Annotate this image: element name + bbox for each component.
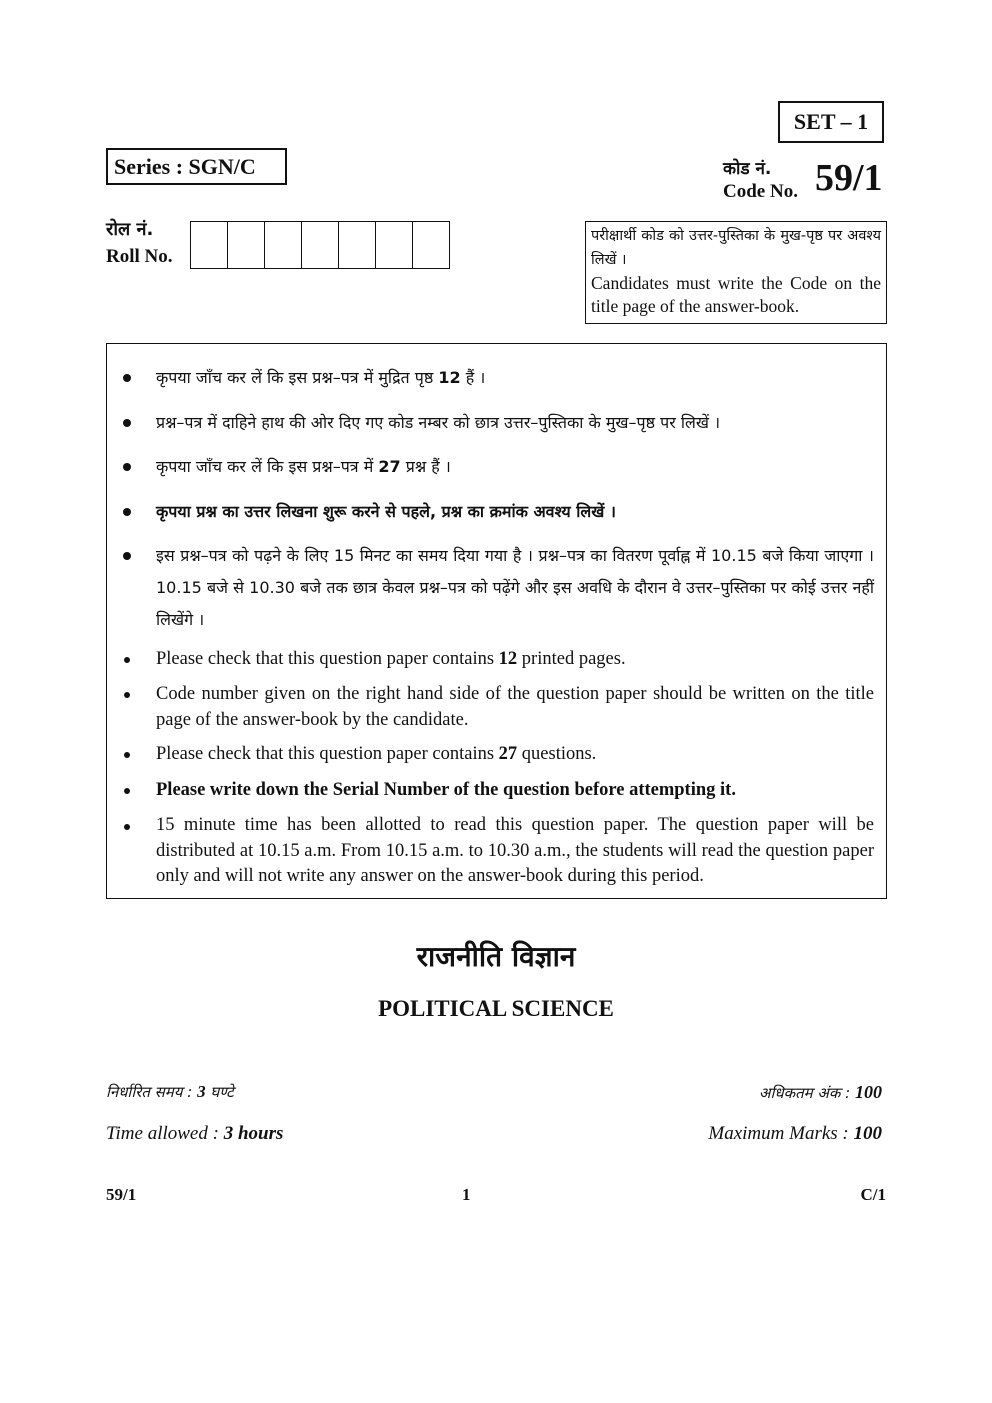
instruction-en-3: Please check that this question paper contains 27 questions. bbox=[156, 744, 597, 764]
code-number: 59/1 bbox=[815, 157, 883, 199]
page-number: 1 bbox=[462, 1185, 471, 1204]
subject-title-hindi: राजनीति विज्ञान bbox=[416, 940, 576, 973]
set-label: SET – 1 bbox=[778, 101, 884, 143]
roll-cell[interactable] bbox=[265, 222, 302, 268]
roll-number-boxes[interactable] bbox=[190, 221, 450, 269]
time-allowed-english: Time allowed : 3 hours bbox=[106, 1123, 284, 1144]
instruction-hi-2: प्रश्न–पत्र में दाहिने हाथ की ओर दिए गए कोड नम्बर को छात्र उत्तर–पुस्तिका के मुख–पृष्ठ पर लिखें । bbox=[156, 413, 721, 432]
roll-label-hindi: रोल नं. bbox=[106, 219, 154, 240]
bullet-icon bbox=[123, 552, 131, 560]
bullet-icon bbox=[124, 788, 130, 794]
roll-cell[interactable] bbox=[376, 222, 413, 268]
subject-title-english: POLITICAL SCIENCE bbox=[378, 996, 614, 1021]
instruction-en-1: Please check that this question paper contains 12 printed pages. bbox=[156, 649, 626, 669]
roll-cell[interactable] bbox=[339, 222, 376, 268]
instruction-en-5: 15 minute time has been allotted to read this question paper. The question paper will be distributed at 10.15 a.m. From 10.15 a.m. to 10.30 a.m., the students will read the question paper only and will not write any answer on the answer-book during this period. bbox=[156, 815, 874, 886]
instruction-hi-4: कृपया प्रश्न का उत्तर लिखना शुरू करने से पहले, प्रश्न का क्रमांक अवश्य लिखें । bbox=[156, 502, 616, 521]
footer-series: C/1 bbox=[860, 1185, 886, 1204]
roll-label-english: Roll No. bbox=[106, 246, 173, 267]
instruction-en-2: Code number given on the right hand side of the question paper should be written on the title page of the answer-book by the candidate. bbox=[156, 684, 874, 730]
code-label-hindi: कोड नं. bbox=[723, 159, 772, 179]
bullet-icon bbox=[123, 463, 131, 471]
footer-code: 59/1 bbox=[106, 1185, 137, 1204]
bullet-icon bbox=[124, 752, 130, 758]
bullet-icon bbox=[124, 692, 130, 698]
candidate-note-hindi: परीक्षार्थी कोड को उत्तर-पुस्तिका के मुख-पृष्ठ पर अवश्य लिखें । bbox=[591, 228, 881, 268]
max-marks-english: Maximum Marks : 100 bbox=[708, 1123, 882, 1144]
series-label: Series : SGN/C bbox=[106, 148, 287, 185]
candidate-note bbox=[585, 221, 887, 324]
instruction-hi-3: कृपया जाँच कर लें कि इस प्रश्न–पत्र में 27 प्रश्न हैं । bbox=[156, 457, 451, 476]
roll-cell[interactable] bbox=[228, 222, 265, 268]
bullet-icon bbox=[123, 374, 131, 382]
candidate-note-english: Candidates must write the Code on the title page of the answer-book. bbox=[591, 273, 881, 316]
bullet-icon bbox=[124, 657, 130, 663]
instructions-box bbox=[106, 343, 887, 899]
bullet-icon bbox=[123, 508, 131, 516]
roll-cell[interactable] bbox=[302, 222, 339, 268]
roll-cell[interactable] bbox=[413, 222, 450, 268]
instruction-hi-5: इस प्रश्न–पत्र को पढ़ने के लिए 15 मिनट का समय दिया गया है । प्रश्न–पत्र का वितरण पूर्वाह्न में 10.15 बजे किया जाएगा । 10.15 बजे से 10.30 बजे तक छात्र केवल प्रश्न–पत्र को पढ़ेंगे और इस अवधि के दौरान वे उत्तर–पुस्तिका पर कोई उत्तर नहीं लिखेंगे । bbox=[156, 546, 874, 629]
max-marks-hindi: अधिकतम अंक : 100 bbox=[759, 1082, 882, 1102]
bullet-icon bbox=[124, 824, 130, 830]
instruction-en-4: Please write down the Serial Number of the question before attempting it. bbox=[156, 780, 736, 800]
instruction-hi-1: कृपया जाँच कर लें कि इस प्रश्न–पत्र में मुद्रित पृष्ठ 12 हैं । bbox=[156, 368, 486, 387]
time-allowed-hindi: निर्धारित समय : 3 घण्टे bbox=[106, 1082, 234, 1101]
bullet-icon bbox=[123, 419, 131, 427]
roll-cell[interactable] bbox=[191, 222, 228, 268]
code-label-english: Code No. bbox=[723, 181, 798, 202]
